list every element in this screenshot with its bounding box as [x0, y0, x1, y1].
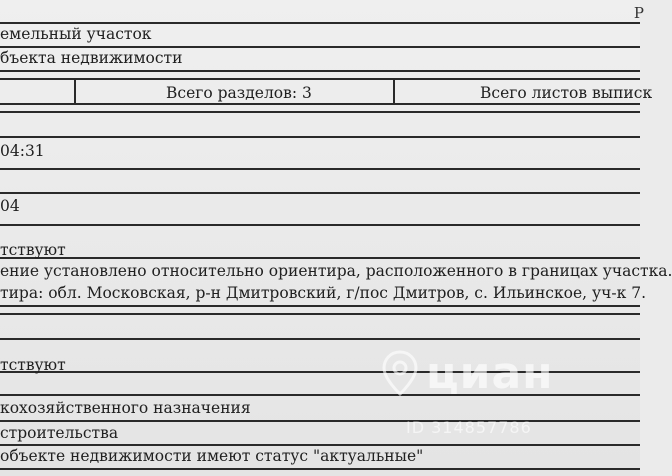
row-absent: тствуют [0, 241, 66, 259]
row-permitted-use: строительства [0, 424, 119, 442]
row-time: 04:31 [0, 142, 45, 160]
table-divider [74, 78, 76, 103]
watermark-brand: циан [426, 348, 554, 399]
table-rule [0, 444, 640, 446]
table-rule [0, 46, 640, 48]
row-land-category: кохозяйственного назначения [0, 399, 251, 417]
table-rule [0, 420, 640, 422]
table-rule [0, 224, 640, 226]
table-rule [0, 70, 640, 72]
table-rule [0, 305, 640, 307]
pin-icon [380, 350, 420, 396]
row-status: объекте недвижимости имеют статус "актуальные" [0, 447, 424, 465]
table-rule [0, 78, 640, 80]
table-rule [0, 136, 640, 138]
table-rule [0, 22, 640, 24]
table-rule [0, 192, 640, 194]
table-rule [0, 468, 640, 470]
table-rule [0, 371, 640, 373]
table-rule [0, 111, 640, 113]
row-number: 04 [0, 197, 20, 215]
row-location-line1: ение установлено относительно ориентира, расположенного в границах участка. [0, 262, 672, 280]
row-object-kind: бъекта недвижимости [0, 49, 183, 67]
table-rule [0, 313, 640, 315]
row-absent: тствуют [0, 356, 66, 374]
row-location-line2: тира: обл. Московская, р-н Дмитровский, г/пос Дмитров, с. Ильинское, уч-к 7. [0, 284, 647, 302]
table-divider [393, 78, 395, 103]
table-rule [0, 394, 640, 396]
row-object-type: емельный участок [0, 25, 152, 43]
corner-mark: Р [633, 4, 644, 22]
table-rule [0, 338, 640, 340]
table-rule [0, 257, 640, 259]
table-rule [0, 103, 640, 105]
watermark [360, 348, 590, 438]
watermark-id: ID 314857786 [406, 418, 532, 437]
table-rule [0, 168, 640, 170]
sections-count: Всего разделов: 3 [166, 84, 312, 102]
sheets-count: Всего листов выписк [480, 84, 653, 102]
